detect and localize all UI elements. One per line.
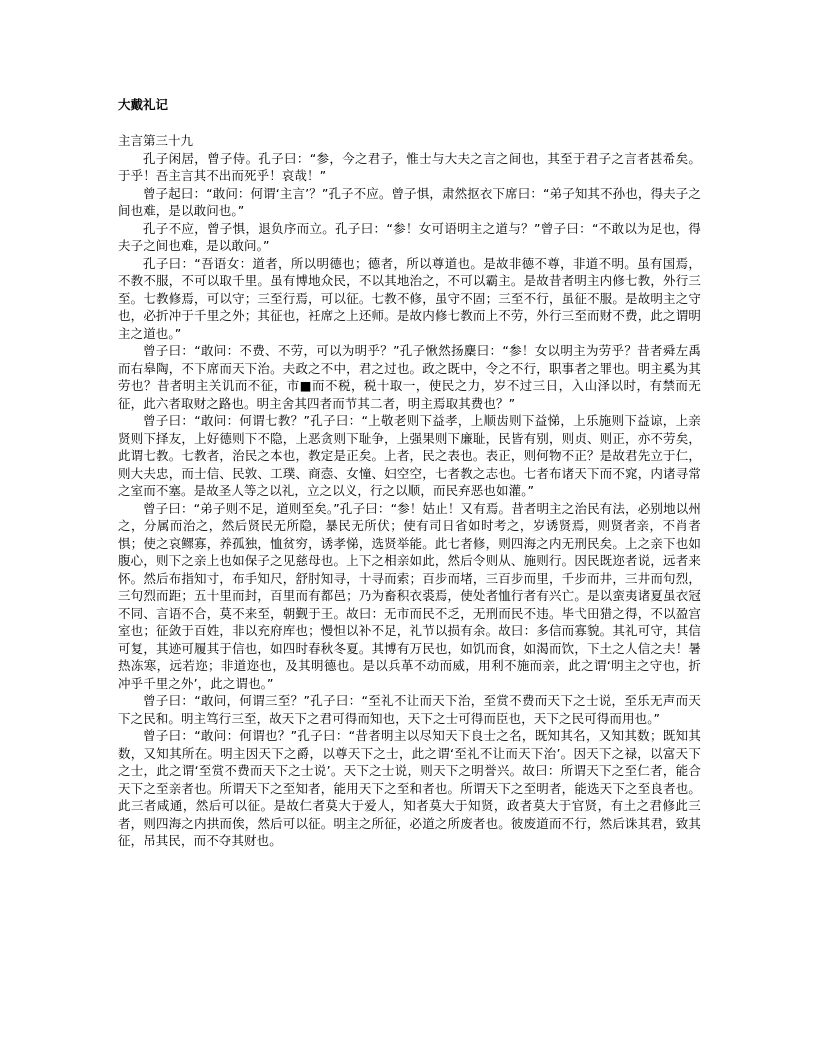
section-heading: 主言第三十九 <box>118 133 194 148</box>
document-content <box>118 96 701 850</box>
body-paragraph: 孔子闲居，曾子侍。孔子曰：“参，今之君子，惟士与大夫之言之间也，其至于君子之言者甚希矣。于乎！吾主言其不出而死乎！哀哉！” <box>118 150 701 183</box>
body-paragraph: 曾子曰：“弟子则不足，道则至矣。”孔子曰：“参！姑止！又有焉。昔者明主之治民有法，必别地以州之，分属而治之，然后贤民无所隐，暴民无所伏；使有司日省如时考之，岁诱贤焉，则贤者亲，不肖者惧；使之哀鳏寡，养孤独，恤贫穷，诱孝悌，选贤举能。此七者修，则四海之内无刑民矣。上之亲下也如腹心，则下之亲上也如保子之见慈母也。上下之相亲如此，然后令则从、施则行。因民既迩者说，远者来怀。然后布指知寸，布手知尺，舒肘知寻，十寻而索；百步而堵，三百步而里，千步而井，三井而句烈，三句烈而距；五十里而封，百里而有都邑；乃为畜积衣裘焉，使处者恤行者有兴亡。是以蛮夷诸夏虽衣冠不同、言语不合，莫不来至，朝觐于王。故曰：无市而民不乏，无刑而民不违。毕弋田猎之得，不以盈宫室也；征敛于百姓，非以充府库也；慢怛以补不足，礼节以损有余。故曰：多信而寡貌。其礼可守，其信可复，其迹可履其于信也，如四时春秋冬夏。其博有万民也，如饥而食，如渴而饮，下土之人信之夫！暑热冻寒，远若迩；非道迩也，及其明德也。是以兵革不动而威，用利不施而亲，此之谓‘明主之守也，折冲乎千里之外’，此之谓也。” <box>118 500 701 691</box>
page-title: 大戴礼记 <box>118 97 169 112</box>
body-paragraph: 曾子曰：“敢问：不费、不劳，可以为明乎？”孔子愀然扬麇曰：“参！女以明主为劳乎？昔者舜左禹而右皋陶，不下席而天下治。夫政之不中，君之过也。政之既中，令之不行，职事者之罪也。明主奚为其劳也？昔者明主关讥而不征，市■而不税，税十取一，使民之力，岁不过三日，入山泽以时，有禁而无征，此六者取财之路也。明主舍其四者而节其二者，明主焉取其费也？” <box>118 343 701 411</box>
body-paragraph: 曾子曰：“敢问：何谓七教？”孔子曰：“上敬老则下益孝，上顺齿则下益悌，上乐施则下益谅，上亲贤则下择友，上好德则下不隐，上恶贪则下耻争，上强果则下廉耻，民皆有别，则贞、则正，亦不劳矣，此谓七教。七教者，治民之本也，教定是正矣。上者，民之表也。表正，则何物不正？是故君先立于仁，则大夫忠，而士信、民敦、工璞、商悫、女憧、妇空空，七者教之志也。七者布诸天下而不窕，内诸寻常之室而不塞。是故圣人等之以礼，立之以义，行之以顺，而民弃恶也如灌。” <box>118 413 701 498</box>
body-paragraph: 曾子曰：“敢问，何谓三至？”孔子曰：“至礼不让而天下治，至赏不费而天下之士说，至乐无声而天下之民和。明主笃行三至，故天下之君可得而知也，天下之士可得而臣也，天下之民可得而用也。” <box>118 693 701 726</box>
body-paragraph: 孔子不应，曾子惧，退负序而立。孔子曰：“参！女可语明主之道与？”曾子曰：“不敢以为足也，得夫子之间也难，是以敢问。” <box>118 220 701 253</box>
body-paragraph: 孔子曰：“吾语女：道者，所以明德也；德者，所以尊道也。是故非德不尊，非道不明。虽有国焉，不教不服，不可以取千里。虽有博地众民，不以其地治之，不可以霸主。是故昔者明主内修七教，外行三至。七教修焉，可以守；三至行焉，可以征。七教不修，虽守不固；三至不行，虽征不服。是故明主之守也，必折冲于千里之外；其征也，衽席之上还师。是故内修七教而上不劳，外行三至而财不费，此之谓明主之道也。” <box>118 255 701 341</box>
body-paragraph: 曾子起曰：“敢问：何谓‘主言’？”孔子不应。曾子惧，肃然抠衣下席曰：“弟子知其不孙也，得夫子之间也难，是以敢问也。” <box>118 185 701 218</box>
body-paragraph: 曾子曰：“敢问：何谓也？”孔子曰：“昔者明主以尽知天下良士之名，既知其名，又知其数；既知其数，又知其所在。明主因天下之爵，以尊天下之士，此之谓‘至礼不让而天下治’。因天下之禄，以富天下之士，此之谓‘至赏不费而天下之士说’。天下之士说，则天下之明誉兴。故曰：所谓天下之至仁者，能合天下之至亲者也。所谓天下之至知者，能用天下之至和者也。所谓天下之至明者，能选天下之至良者也。此三者咸通，然后可以征。是故仁者莫大于爱人，知者莫大于知贤，政者莫大于官贤，有土之君修此三者，则四海之内拱而俟，然后可以征。明主之所征，必道之所废者也。彼废道而不行，然后诛其君，致其征，吊其民，而不夺其财也。 <box>118 728 701 848</box>
